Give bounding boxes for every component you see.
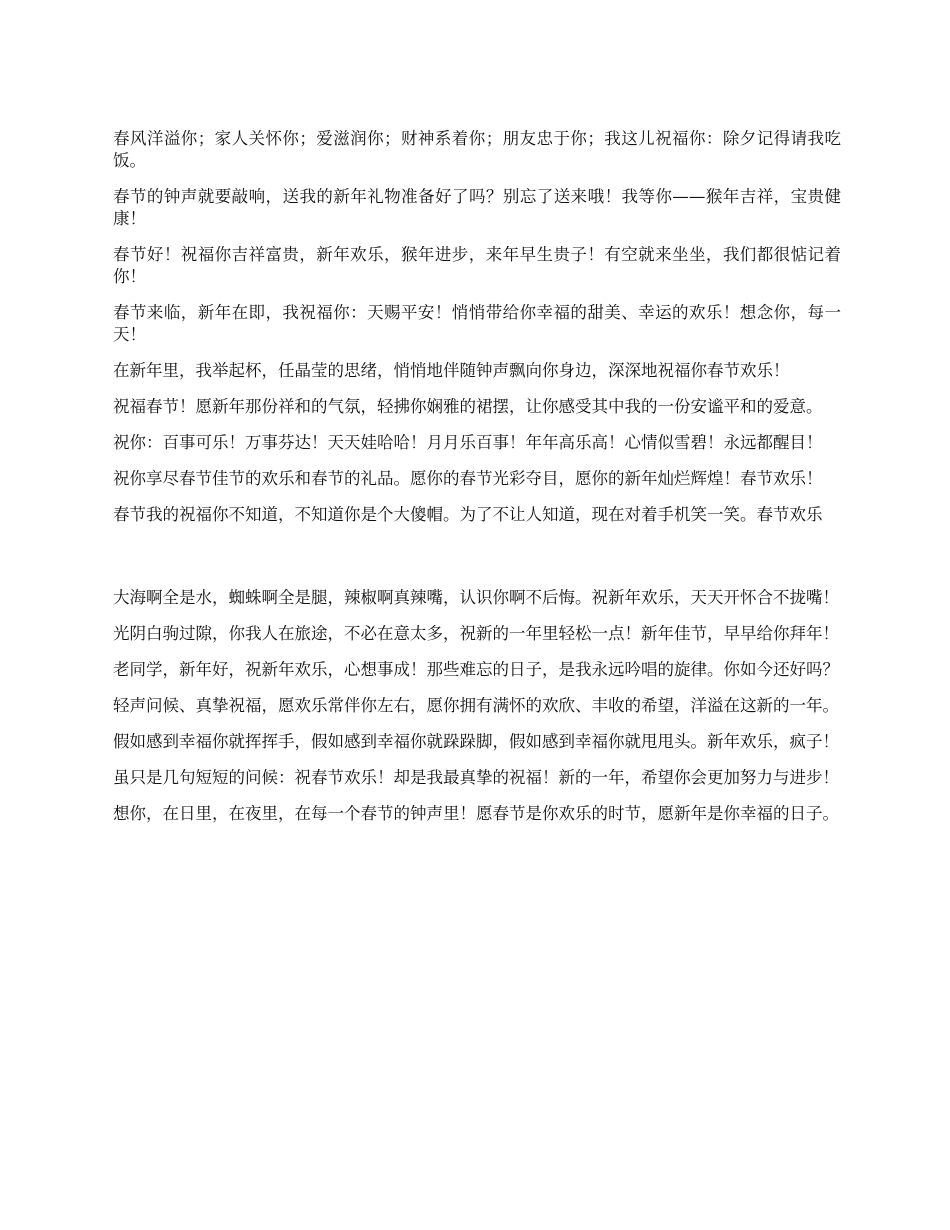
paragraph: 祝你：百事可乐！万事芬达！天天娃哈哈！月月乐百事！年年高乐高！心情似雪碧！永远都醒目！ [113, 433, 823, 452]
paragraph: 想你，在日里，在夜里，在每一个春节的钟声里！愿春节是你欢乐的时节，愿新年是你幸福的日子。 [113, 804, 839, 823]
paragraph: 老同学，新年好，祝新年欢乐，心想事成！那些难忘的日子，是我永远吟唱的旋律。你如今还好吗？ [113, 660, 839, 679]
document-body [113, 128, 841, 839]
paragraph: 假如感到幸福你就挥挥手，假如感到幸福你就跺跺脚，假如感到幸福你就甩甩头。新年欢乐，疯子！ [113, 732, 839, 751]
paragraph: 春节我的祝福你不知道，不知道你是个大傻帽。为了不让人知道，现在对着手机笑一笑。春节欢乐 [113, 505, 823, 524]
paragraph: 春节的钟声就要敲响，送我的新年礼物准备好了吗？别忘了送来哦！我等你——猴年吉祥，宝贵健康！ [113, 187, 841, 228]
paragraph: 在新年里，我举起杯，任晶莹的思绪，悄悄地伴随钟声飘向你身边，深深地祝福你春节欢乐！ [113, 361, 790, 380]
paragraph: 祝福春节！愿新年那份祥和的气氛，轻拂你娴雅的裙摆，让你感受其中我的一份安谧平和的爱意。 [113, 397, 823, 416]
paragraph: 虽只是几句短短的问候：祝春节欢乐！却是我最真挚的祝福！新的一年，希望你会更加努力与进步！ [113, 768, 839, 787]
paragraph: 春节好！祝福你吉祥富贵，新年欢乐，猴年进步，来年早生贵子！有空就来坐坐，我们都很惦记着你！ [113, 245, 841, 286]
paragraph: 春节来临，新年在即，我祝福你：天赐平安！悄悄带给你幸福的甜美、幸运的欢乐！想念你，每一天！ [113, 303, 841, 344]
section-gap [113, 540, 841, 587]
paragraph: 光阴白驹过隙，你我人在旅途，不必在意太多，祝新的一年里轻松一点！新年佳节，早早给你拜年！ [113, 624, 839, 643]
paragraph: 春风洋溢你；家人关怀你；爱滋润你；财神系着你；朋友忠于你；我这儿祝福你：除夕记得请我吃饭。 [113, 129, 841, 170]
paragraph: 大海啊全是水，蜘蛛啊全是腿，辣椒啊真辣嘴，认识你啊不后悔。祝新年欢乐，天天开怀合不拢嘴！ [113, 588, 839, 607]
paragraph: 祝你享尽春节佳节的欢乐和春节的礼品。愿你的春节光彩夺目，愿你的新年灿烂辉煌！春节欢乐！ [113, 469, 823, 488]
paragraph: 轻声问候、真挚祝福，愿欢乐常伴你左右，愿你拥有满怀的欢欣、丰收的希望，洋溢在这新的一年。 [113, 696, 839, 715]
